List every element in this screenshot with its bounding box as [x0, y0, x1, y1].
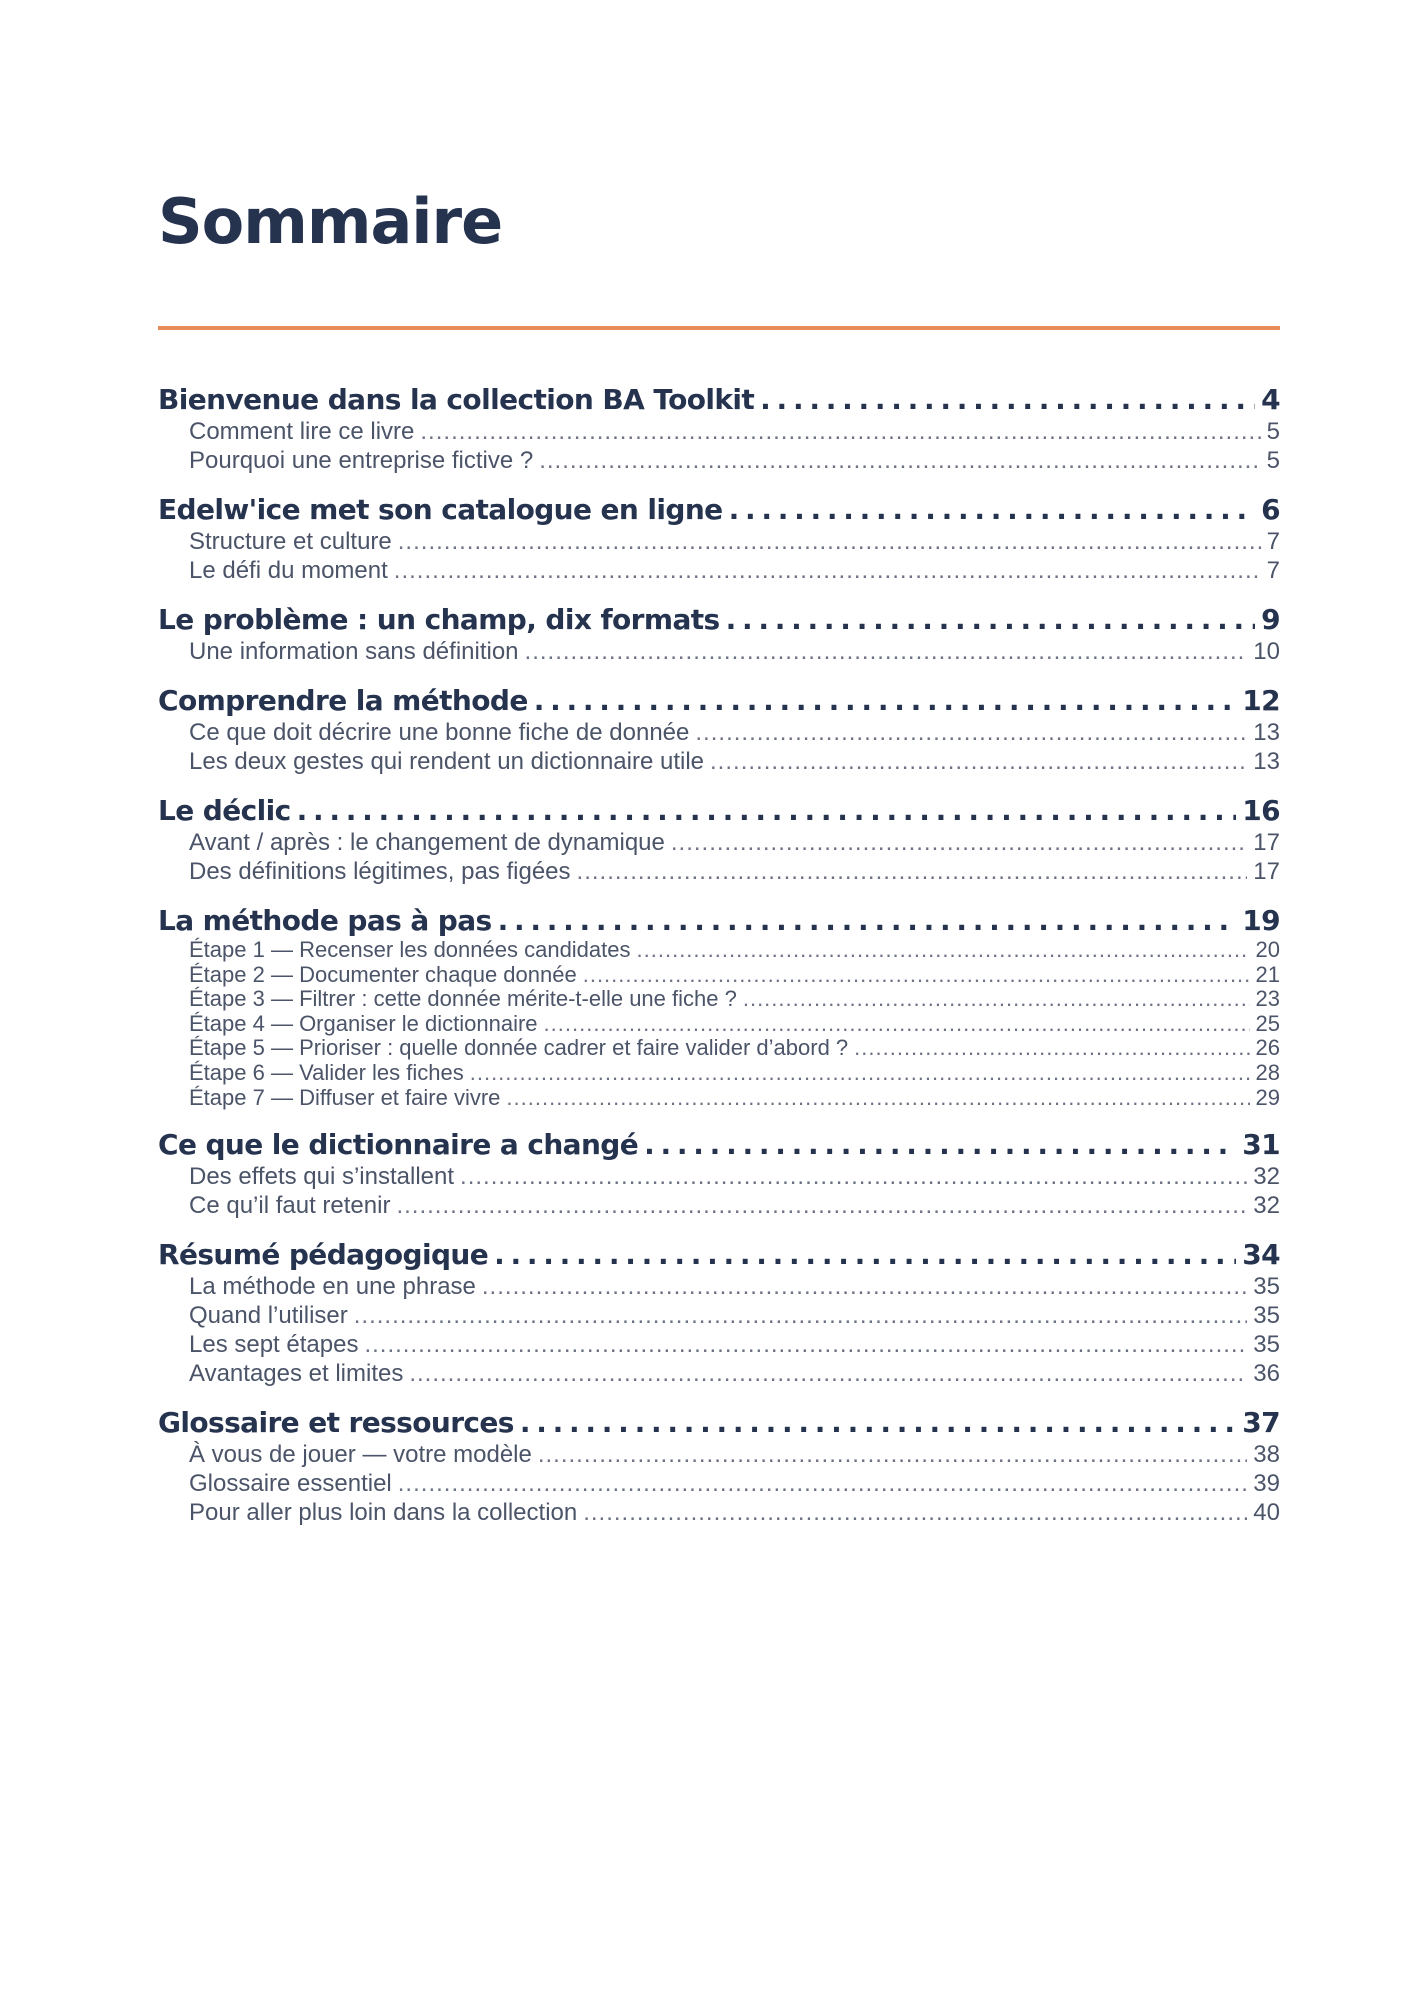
toc-chapter-entry[interactable] [158, 603, 1280, 637]
toc-subsection-title: Étape 3 — Filtrer : cette donnée mérite-t-elle une fiche ? [189, 986, 737, 1012]
toc-subsection-entry[interactable] [158, 637, 1280, 666]
toc-chapter-title: Edelw'ice met son catalogue en ligne [158, 493, 723, 526]
toc-subsection-title: Les deux gestes qui rendent un dictionnaire utile [189, 748, 705, 775]
title-divider [158, 326, 1280, 330]
toc-subsection-title: Le défi du moment [189, 557, 388, 584]
toc-leader-dots [695, 718, 1247, 747]
toc-subsection-page: 21 [1255, 961, 1280, 987]
toc-leader-dots [539, 446, 1260, 475]
toc-subsection-entry[interactable] [158, 1191, 1280, 1220]
toc-subsection-title: Des effets qui s’installent [189, 1163, 455, 1191]
toc-section [158, 904, 1280, 1110]
toc-subsection-entry[interactable] [158, 1330, 1280, 1359]
toc-subsection-page: 13 [1253, 719, 1280, 746]
toc-chapter-title: Glossaire et ressources [158, 1406, 514, 1440]
toc-subsection-entry[interactable] [158, 718, 1280, 747]
toc-subsection-page: 40 [1253, 1499, 1280, 1527]
toc-leader-dots [520, 1406, 1236, 1440]
toc-subsection-page: 35 [1253, 1331, 1280, 1359]
toc-chapter-entry[interactable] [158, 794, 1280, 828]
toc-section [158, 1238, 1280, 1388]
toc-subsection-title: Étape 1 — Recenser les données candidates [189, 937, 631, 962]
toc-subsection-page: 28 [1255, 1059, 1280, 1085]
toc-subsection-page: 17 [1253, 858, 1280, 885]
toc-chapter-page: 16 [1242, 794, 1280, 827]
toc-subsection-page: 10 [1253, 638, 1280, 665]
toc-leader-dots [420, 417, 1260, 446]
toc-subsection-entry[interactable] [158, 1061, 1280, 1086]
toc-chapter-title: Le déclic [158, 794, 291, 827]
toc-section [158, 383, 1280, 475]
toc-subsection-title: Pourquoi une entreprise fictive ? [189, 447, 534, 474]
toc-subsection-page: 5 [1266, 447, 1280, 474]
toc-subsection-title: Structure et culture [189, 528, 392, 555]
toc-subsection-entry[interactable] [158, 747, 1280, 776]
toc-chapter-page: 19 [1242, 904, 1280, 937]
toc-subsection-entry[interactable] [158, 938, 1280, 963]
toc-chapter-page: 34 [1242, 1238, 1280, 1272]
toc-leader-dots [498, 904, 1237, 938]
toc-leader-dots [494, 1238, 1236, 1272]
toc-subsection-page: 32 [1253, 1163, 1280, 1191]
toc-chapter-entry[interactable] [158, 1128, 1280, 1162]
toc-leader-dots [409, 1359, 1247, 1388]
toc-leader-dots [460, 1162, 1247, 1191]
toc-subsection-entry[interactable] [158, 446, 1280, 475]
toc-leader-dots [470, 1061, 1250, 1086]
toc-leader-dots [743, 987, 1250, 1012]
toc-leader-dots [297, 794, 1237, 828]
toc-chapter-page: 31 [1242, 1128, 1280, 1162]
table-of-contents [158, 383, 1280, 1545]
toc-leader-dots [710, 747, 1247, 776]
toc-subsection-page: 17 [1253, 829, 1280, 856]
toc-subsection-entry[interactable] [158, 556, 1280, 585]
toc-subsection-page: 23 [1255, 986, 1280, 1012]
toc-leader-dots [583, 1498, 1247, 1527]
toc-subsection-entry[interactable] [158, 857, 1280, 886]
toc-subsection-page: 36 [1253, 1360, 1280, 1388]
toc-subsection-title: Ce que doit décrire une bonne fiche de donnée [189, 719, 690, 746]
toc-subsection-page: 20 [1255, 937, 1280, 962]
toc-leader-dots [583, 963, 1250, 988]
toc-chapter-title: Le problème : un champ, dix formats [158, 603, 720, 636]
toc-subsection-title: Des définitions légitimes, pas figées [189, 858, 571, 885]
toc-chapter-entry[interactable] [158, 684, 1280, 718]
toc-leader-dots [854, 1036, 1249, 1061]
toc-subsection-page: 32 [1253, 1192, 1280, 1220]
toc-subsection-title: Pour aller plus loin dans la collection [189, 1499, 578, 1527]
toc-leader-dots [729, 493, 1256, 527]
toc-subsection-page: 13 [1253, 748, 1280, 775]
toc-leader-dots [644, 1128, 1236, 1162]
toc-subsection-title: Avant / après : le changement de dynamique [189, 829, 665, 856]
toc-subsection-page: 39 [1253, 1470, 1280, 1498]
toc-chapter-page: 37 [1242, 1406, 1280, 1440]
toc-subsection-page: 25 [1255, 1010, 1280, 1036]
toc-subsection-entry[interactable] [158, 1162, 1280, 1191]
toc-chapter-title: Résumé pédagogique [158, 1238, 489, 1272]
toc-subsection-page: 38 [1253, 1441, 1280, 1469]
toc-leader-dots [525, 637, 1248, 666]
toc-leader-dots [544, 1012, 1250, 1037]
toc-chapter-page: 4 [1261, 383, 1280, 416]
toc-subsection-title: Étape 6 — Valider les fiches [189, 1059, 464, 1085]
toc-section [158, 794, 1280, 886]
toc-section [158, 1128, 1280, 1220]
toc-leader-dots [538, 1440, 1247, 1469]
toc-chapter-page: 6 [1261, 493, 1280, 526]
toc-leader-dots [760, 383, 1255, 417]
toc-section [158, 493, 1280, 585]
toc-subsection-title: Glossaire essentiel [189, 1470, 392, 1498]
toc-subsection-page: 35 [1253, 1302, 1280, 1330]
toc-chapter-entry[interactable] [158, 1238, 1280, 1272]
toc-subsection-page: 35 [1253, 1273, 1280, 1301]
toc-subsection-title: Étape 2 — Documenter chaque donnée [189, 961, 577, 987]
toc-leader-dots [726, 603, 1256, 637]
toc-chapter-entry[interactable] [158, 383, 1280, 417]
toc-leader-dots [364, 1330, 1247, 1359]
toc-leader-dots [482, 1272, 1247, 1301]
toc-subsection-entry[interactable] [158, 1272, 1280, 1301]
toc-subsection-entry[interactable] [158, 1036, 1280, 1061]
toc-subsection-entry[interactable] [158, 1469, 1280, 1498]
toc-chapter-page: 12 [1242, 684, 1280, 717]
toc-chapter-title: Ce que le dictionnaire a changé [158, 1128, 639, 1162]
toc-subsection-page: 5 [1266, 418, 1280, 445]
toc-subsection-title: Quand l’utiliser [189, 1302, 348, 1330]
toc-chapter-title: Bienvenue dans la collection BA Toolkit [158, 383, 755, 416]
page-title: Sommaire [158, 185, 503, 258]
toc-leader-dots [506, 1086, 1249, 1111]
toc-leader-dots [398, 1469, 1248, 1498]
toc-leader-dots [637, 938, 1250, 963]
toc-section [158, 684, 1280, 776]
toc-subsection-page: 26 [1255, 1035, 1280, 1061]
toc-chapter-entry[interactable] [158, 904, 1280, 938]
toc-section [158, 1406, 1280, 1527]
toc-subsection-entry[interactable] [158, 1301, 1280, 1330]
toc-subsection-entry[interactable] [158, 527, 1280, 556]
toc-subsection-page: 7 [1266, 528, 1280, 555]
toc-leader-dots [398, 527, 1261, 556]
toc-subsection-entry[interactable] [158, 987, 1280, 1012]
toc-chapter-title: La méthode pas à pas [158, 904, 492, 937]
toc-leader-dots [396, 1191, 1247, 1220]
toc-subsection-page: 29 [1255, 1084, 1280, 1110]
toc-subsection-entry[interactable] [158, 1012, 1280, 1037]
toc-subsection-entry[interactable] [158, 417, 1280, 446]
toc-subsection-title: Les sept étapes [189, 1331, 359, 1359]
toc-leader-dots [534, 684, 1237, 718]
toc-leader-dots [671, 828, 1247, 857]
toc-subsection-page: 7 [1266, 557, 1280, 584]
toc-subsection-entry[interactable] [158, 1086, 1280, 1111]
toc-chapter-entry[interactable] [158, 493, 1280, 527]
toc-subsection-entry[interactable] [158, 963, 1280, 988]
toc-chapter-entry[interactable] [158, 1406, 1280, 1440]
toc-subsection-entry[interactable] [158, 828, 1280, 857]
toc-subsection-title: Une information sans définition [189, 638, 519, 665]
toc-chapter-page: 9 [1261, 603, 1280, 636]
toc-section [158, 603, 1280, 666]
toc-subsection-title: Avantages et limites [189, 1360, 404, 1388]
toc-leader-dots [394, 556, 1261, 585]
toc-subsection-entry[interactable] [158, 1440, 1280, 1469]
toc-subsection-title: Ce qu’il faut retenir [189, 1192, 391, 1220]
toc-subsection-title: À vous de jouer — votre modèle [189, 1441, 532, 1469]
toc-subsection-entry[interactable] [158, 1498, 1280, 1527]
toc-leader-dots [354, 1301, 1248, 1330]
toc-subsection-title: Comment lire ce livre [189, 418, 415, 445]
toc-chapter-title: Comprendre la méthode [158, 684, 528, 717]
toc-subsection-title: La méthode en une phrase [189, 1273, 476, 1301]
toc-subsection-entry[interactable] [158, 1359, 1280, 1388]
toc-subsection-title: Étape 7 — Diffuser et faire vivre [189, 1084, 501, 1110]
toc-leader-dots [577, 857, 1248, 886]
toc-subsection-title: Étape 4 — Organiser le dictionnaire [189, 1010, 538, 1036]
toc-subsection-title: Étape 5 — Prioriser : quelle donnée cadrer et faire valider d’abord ? [189, 1035, 849, 1061]
